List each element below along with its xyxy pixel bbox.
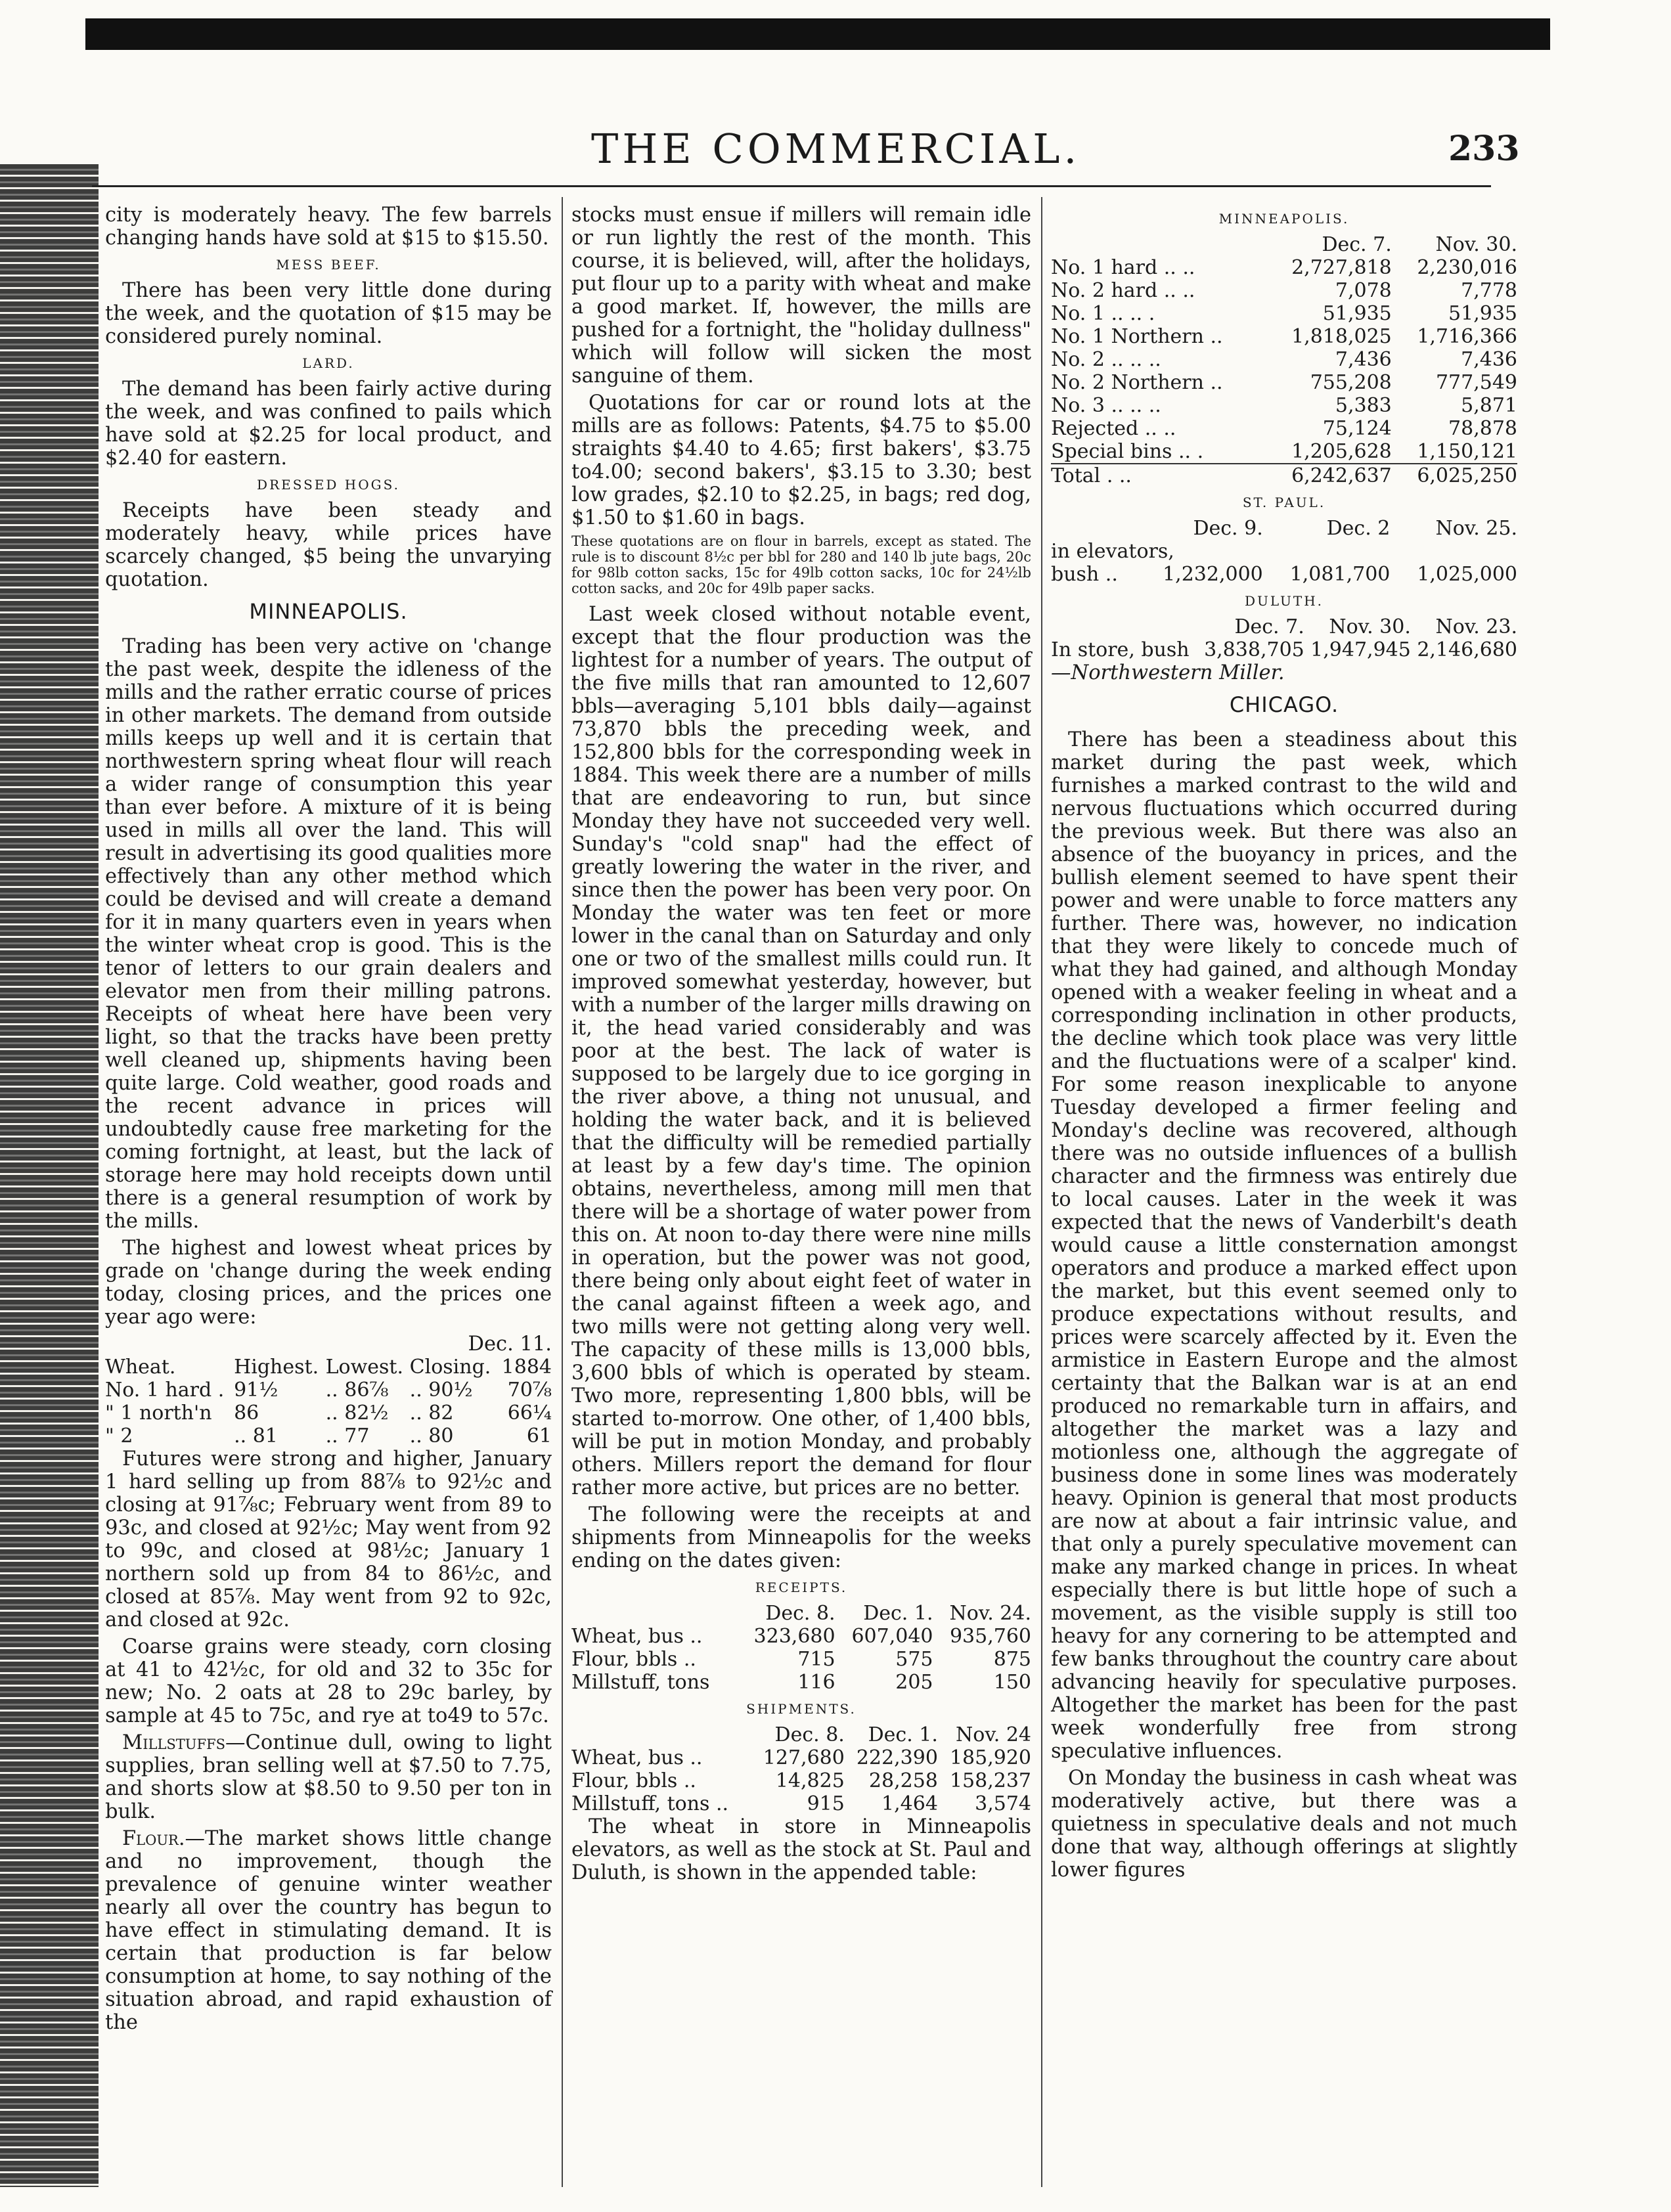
table-cell: .. 90½ [409,1379,473,1402]
paragraph: Last week closed without notable event, except that the flour production was the lightest for a number of years. The output of the five mills that ran amounted to 12,607 bbls—averaging 5,101 bbls daily—against 73,870 bbls the preceding week, and 152,800 bbls for the corresponding week in 1884. This week there are a number of mills that are endeavoring to run, but since Monday they have not succeeded very well. Sunday's "cold snap" had the effect of greatly lowering the water in the river, and since then the power has been very poor. On Monday the water was ten feet or more lower in the canal than on Saturday and only one or two of the smallest mills could run. It improved somewhat yesterday, however, but with a number of the larger mills drawing on it, the head varied considerably and was poor at the best. The lack of water is supposed to be largely due to ice gorging in the river above, a thing not unusual, and holding the water back, and it is believed that the difficulty will be remedied partially at least by a few day's time. The opinion obtains, nevertheless, among mill men that there will be a shortage of water power from this on. At noon to-day there were nine mills in operation, but the power was not good, there being only about eight feet of water in the canal against fifteen a week ago, and two mills were not getting along very well. The capacity of these mills is 13,000 bbls, 3,600 bbls of which is operated by steam. Two more, representing 1,800 bbls, will be started to-morrow. One other, of 1,400 bbls, will be put in motion Monday, and probably others. Millers report the demand for flour rather more active, but prices are no better. [571,603,1031,1499]
table-cell: No. 1 hard .. .. [1051,256,1195,279]
table-row [1051,256,1517,279]
table-cell: Flour, bbls .. [571,1769,696,1792]
column-divider [1041,197,1042,2187]
table-row [1051,440,1517,464]
table-row [1051,417,1517,440]
table-cell: 1,150,121 [1417,440,1517,463]
table-row [571,1769,1031,1792]
subheading-shipments: SHIPMENTS. [746,1701,857,1717]
paragraph: Flour.—The market shows little change and no improvement, though the prevalence of genuine winter weather nearly all over the country has begun to have effect in stimulating demand. It is certain that production is far below consumption at home, to say nothing of the situation abroad, and rapid exhaustion of the [105,1827,552,2034]
table-header-cell: Closing. [409,1356,491,1379]
table-row [1051,348,1517,371]
paragraph: Quotations for car or round lots at the mills are as follows: Patents, $4.75 to $5.00 straights $4.40 to 4.65; first bakers', $3.75 to4.00; second bakers', $3.15 to 3.30; best low grades, $2.10 to $2.25, in bags; red dog, $1.50 to $1.60 in bags. [571,391,1031,529]
table-cell: 875 [993,1648,1031,1671]
paragraph: Futures were strong and higher, January 1 hard selling up from 88⅞ to 92½c and closing at 91⅞c; February went from 89 to 93c, and closed at 92½c; May went from 92 to 99c, and closed at 98½c; January 1 northern sold up from 84 to 86½c, and closed at 85⅞. May went from 92 to 92c, and closed at 92c. [105,1448,552,1631]
subheading-lard: LARD. [302,355,355,371]
paragraph: The wheat in store in Minneapolis elevators, as well as the stock at St. Paul and Duluth, is shown in the appended table: [571,1815,1031,1884]
subheading-duluth: DULUTH. [1244,593,1324,609]
table-row [571,1792,1031,1815]
table-cell: .. 81 [234,1425,278,1448]
table-cell: 6,242,637 [1266,464,1392,487]
table-cell: 28,258 [868,1769,938,1792]
minneapolis-stocks-table [1051,233,1517,487]
paragraph: Millstuffs—Continue dull, owing to light supplies, bran selling well at $7.50 to 7.75, and shorts slow at $8.50 to 9.50 per ton in bulk. [105,1731,552,1823]
table-header-cell: Dec. 7. [1234,615,1304,638]
table-header-row [105,1356,552,1379]
table-cell: 7,778 [1461,279,1517,302]
duluth-table [1051,615,1517,661]
table-row [1051,638,1517,661]
table-cell: No. 2 .. .. .. [1051,348,1161,371]
table-cell: 75,124 [1322,417,1392,440]
table-cell: 61 [526,1425,552,1448]
table-cell: 14,825 [775,1769,845,1792]
table-cell: 1,716,366 [1417,325,1517,348]
table-cell: 158,237 [949,1769,1031,1792]
table-header-cell: Nov. 24. [949,1602,1031,1625]
table-cell: 915 [807,1792,845,1815]
table-cell: " 1 north'n [105,1402,212,1425]
table-cell: Wheat, bus .. [571,1625,703,1648]
paragraph: The highest and lowest wheat prices by grade on 'change during the week ending today, closing prices, and the prices one year ago were: [105,1237,552,1329]
table-cell: 607,040 [851,1625,933,1648]
table-header-cell: Nov. 24 [956,1723,1031,1746]
table-header-cell: Highest. [234,1356,319,1379]
table-header-row [571,1602,1031,1625]
table-row [1051,371,1517,394]
table-cell: 5,383 [1335,394,1392,417]
table-cell: 5,871 [1461,394,1517,417]
table-row [1051,540,1517,563]
source-credit: —Northwestern Miller. [1051,661,1285,684]
table-cell: No. 1 Northern .. [1051,325,1223,348]
table-row [571,1671,1031,1694]
table-cell: Flour, bbls .. [571,1648,696,1671]
table-cell: bush .. [1051,563,1118,586]
table-cell: 86 [234,1402,259,1425]
table-cell: 1,947,945 [1310,638,1411,661]
table-cell: .. 77 [325,1425,370,1448]
table-cell: 1,232,000 [1163,563,1263,586]
subheading-minneapolis-stocks: MINNEAPOLIS. [1218,211,1350,227]
wheat-prices-table [105,1356,552,1448]
table-cell: 2,727,818 [1291,256,1392,279]
table-cell: Total . .. [1051,464,1266,487]
table-cell: .. 82½ [325,1402,389,1425]
table-header-cell: Dec. 8. [774,1723,845,1746]
table-header-cell: 1884 [501,1356,552,1379]
table-cell: 323,680 [753,1625,836,1648]
table-cell: 7,078 [1335,279,1392,302]
footnote: These quotations are on flour in barrels, except as stated. The rule is to discount 8½c per bbl for 280 and 140 lb jute bags, 20c for 98lb cotton sacks, 15c for 49lb cotton sacks, 10c for 24½lb cotton sacks, and 20c for 49lb paper sacks. [571,533,1031,596]
subheading-mess-beef: MESS BEEF. [276,257,381,273]
column-2 [571,204,1031,1888]
run-in-heading: Flour. [122,1827,185,1850]
scan-top-border [85,18,1550,50]
table-header-cell: Nov. 23. [1435,615,1517,638]
paragraph: city is moderately heavy. The few barrels changing hands have sold at $15 to $15.50. [105,204,552,250]
table-cell: Special bins .. . [1051,440,1204,463]
table-cell: No. 2 hard .. .. [1051,279,1195,302]
paragraph: The following were the receipts at and shipments from Minneapolis for the weeks ending on the dates given: [571,1503,1031,1572]
table-header-row [571,1723,1031,1746]
paragraph: On Monday the business in cash wheat was moderatively active, but there was a quietness in speculative deals and not much done that way, although offerings at slightly lower figures [1051,1767,1517,1882]
table-cell: 70⅞ [507,1379,552,1402]
table-cell: 3,574 [975,1792,1031,1815]
section-heading-minneapolis: MINNEAPOLIS. [249,599,408,624]
subheading-dressed-hogs: DRESSED HOGS. [257,477,400,493]
page-number: 233 [1448,129,1520,169]
table-date: Dec. 11. [468,1333,552,1356]
table-cell: .. 86⅞ [325,1379,389,1402]
table-total-row [1051,464,1517,487]
table-cell: 1,081,700 [1289,563,1391,586]
table-cell: 777,549 [1435,371,1517,394]
paragraph: stocks must ensue if millers will remain idle or run lightly the rest of the month. This course, it is believed, will, after the holidays, put flour up to a parity with wheat and make a good market. If, however, the mills are pushed for a fortnight, the "holiday dullness" which will follow will sicken the most sanguine of them. [571,204,1031,387]
column-3 [1051,204,1517,1886]
table-row [105,1425,552,1448]
table-cell: Rejected .. .. [1051,417,1176,440]
table-row [1051,325,1517,348]
paragraph: Trading has been very active on 'change the past week, despite the idleness of the mills and the rather erratic course of prices in other markets. The demand from outside mills keeps up well and it is certain that northwestern spring wheat flour will reach a wider range of consumption this year than ever before. A mixture of it is being used in mills all over the land. This will result in advertising its good qualities more effectively than any other method which could be devised and will create a demand for it in many quarters even in years when the winter wheat crop is good. This is the tenor of letters to our grain dealers and elevator men from their milling patrons. Receipts of wheat here have been very light, so that the tracks have been pretty well cleaned up, shipments having been quite large. Cold weather, good roads and the recent advance in prices will undoubtedly cause free marketing for the coming fortnight, at least, but the lack of storage here may hold receipts down until there is a general resumption of work by the mills. [105,635,552,1233]
paragraph: There has been a steadiness about this market during the past week, which furnishes a marked contrast to the wild and nervous fluctuations which occurred during the previous week. But there was also an absence of the buoyancy in prices, and the bullish element seemed to have spent their power and were unable to force matters any further. There was, however, no indication that they were likely to concede much of what they had gained, and although Monday opened with a weaker feeling in wheat and a corresponding inclination in other products, the decline which took place was very little and the fluctuations were of a scalper' kind. For some reason inexplicable to anyone Tuesday developed a firmer feeling and Monday's decline was recovered, although there was no outside influences of a bullish character and the firmness was entirely due to local causes. Later in the week it was expected that the news of Vanderbilt's death would cause a little consternation amongst operators and produce a marked effect upon the market, but this event seemed only to produce expectations without results, and prices were scarcely affected by it. Even the armistice in Eastern Europe and the almost certainty that the Balkan war is at an end produced no remarkable turn in affairs, and altogether the market was a lazy and motionless one, although the aggregate of business done in some lines was moderately heavy. Opinion is general that most products are now at about a fair intrinsic value, and that only a purely speculative movement can make any marked change in prices. In wheat especially there is but little hope of such a movement, as the visible supply is still too heavy for any cornering to be attempted and few banks throughout the country care about advancing heavily for speculative purposes. Altogether the market has been for the past week wonderfully free from strong speculative influences. [1051,728,1517,1763]
table-cell: Wheat, bus .. [571,1746,703,1769]
table-header-cell: Wheat. [105,1356,176,1379]
table-cell: .. 82 [409,1402,454,1425]
table-cell: No. 2 Northern .. [1051,371,1223,394]
scan-left-edge [0,164,99,2187]
receipts-table [571,1602,1031,1694]
table-cell: 1,818,025 [1291,325,1392,348]
table-cell: 222,390 [856,1746,938,1769]
table-row [105,1402,552,1425]
table-header-row [1051,615,1517,638]
table-cell: 185,920 [949,1746,1031,1769]
table-header-cell: Dec. 8. [765,1602,836,1625]
table-cell: in elevators, [1051,540,1174,563]
header-rule [92,185,1491,187]
table-cell: 51,935 [1322,302,1392,325]
table-cell: Millstuff, tons [571,1671,710,1694]
table-cell: 66¼ [507,1402,552,1425]
table-header-row [1051,517,1517,540]
table-row [571,1625,1031,1648]
table-cell: 205 [895,1671,933,1694]
table-cell: No. 3 .. .. .. [1051,394,1161,417]
subheading-st-paul: ST. PAUL. [1242,495,1326,510]
table-cell: 3,838,705 [1204,638,1304,661]
table-cell: " 2 [105,1425,133,1448]
column-1 [105,204,552,2038]
table-header-cell: Lowest. [325,1356,404,1379]
table-cell: 7,436 [1335,348,1392,371]
table-row [1051,563,1517,586]
table-cell: 127,680 [763,1746,845,1769]
table-cell: 2,230,016 [1417,256,1517,279]
section-heading-chicago: CHICAGO. [1229,692,1339,717]
table-cell: 150 [993,1671,1031,1694]
table-row [1051,394,1517,417]
table-row [571,1746,1031,1769]
table-header-cell: Nov. 30. [1329,615,1411,638]
table-cell: 1,025,000 [1417,563,1517,586]
table-cell: 935,760 [949,1625,1031,1648]
table-row [1051,279,1517,302]
table-row [1051,302,1517,325]
table-header-row [1051,233,1517,256]
table-header-cell: Dec. 2 [1326,517,1391,540]
column-divider [562,197,563,2187]
table-header-cell: Dec. 9. [1193,517,1263,540]
table-header-cell: Dec. 1. [868,1723,938,1746]
page-title: THE COMMERCIAL. [591,125,1081,173]
table-header-cell: Dec. 7. [1322,233,1392,256]
paragraph: There has been very little done during the week, and the quotation of $15 may be considered purely nominal. [105,279,552,348]
st-paul-table [1051,517,1517,586]
table-cell: 1,205,628 [1291,440,1392,463]
run-in-heading: Millstuffs [122,1731,226,1754]
table-cell: .. 80 [409,1425,454,1448]
table-cell: 715 [797,1648,836,1671]
table-cell: In store, bush [1051,638,1190,661]
table-cell: 51,935 [1448,302,1517,325]
table-header-cell: Dec. 1. [863,1602,933,1625]
table-cell: No. 1 hard . [105,1379,225,1402]
table-row [105,1379,552,1402]
table-header-cell: Nov. 30. [1435,233,1517,256]
table-row [571,1648,1031,1671]
table-cell: 91½ [234,1379,278,1402]
paragraph: The demand has been fairly active during the week, and was confined to pails which have sold at $2.25 for local product, and $2.40 for eastern. [105,378,552,470]
table-cell: Millstuff, tons .. [571,1792,729,1815]
table-cell: 7,436 [1461,348,1517,371]
paragraph: Receipts have been steady and moderately heavy, while prices have scarcely changed, $5 being the unvarying quotation. [105,499,552,591]
table-cell: 78,878 [1448,417,1517,440]
table-cell: 755,208 [1310,371,1392,394]
table-cell: 575 [895,1648,933,1671]
shipments-table [571,1723,1031,1815]
table-cell: 116 [797,1671,836,1694]
table-header-cell: Nov. 25. [1435,517,1517,540]
paragraph: Coarse grains were steady, corn closing at 41 to 42½c, for old and 32 to 35c for new; No. 2 oats at 28 to 29c barley, by sample at 45 to 75c, and rye at to49 to 57c. [105,1635,552,1727]
subheading-receipts: RECEIPTS. [755,1580,848,1595]
table-cell: No. 1 .. .. . [1051,302,1155,325]
table-cell: 1,464 [881,1792,938,1815]
table-cell: 6,025,250 [1392,464,1517,487]
table-cell: 2,146,680 [1417,638,1517,661]
